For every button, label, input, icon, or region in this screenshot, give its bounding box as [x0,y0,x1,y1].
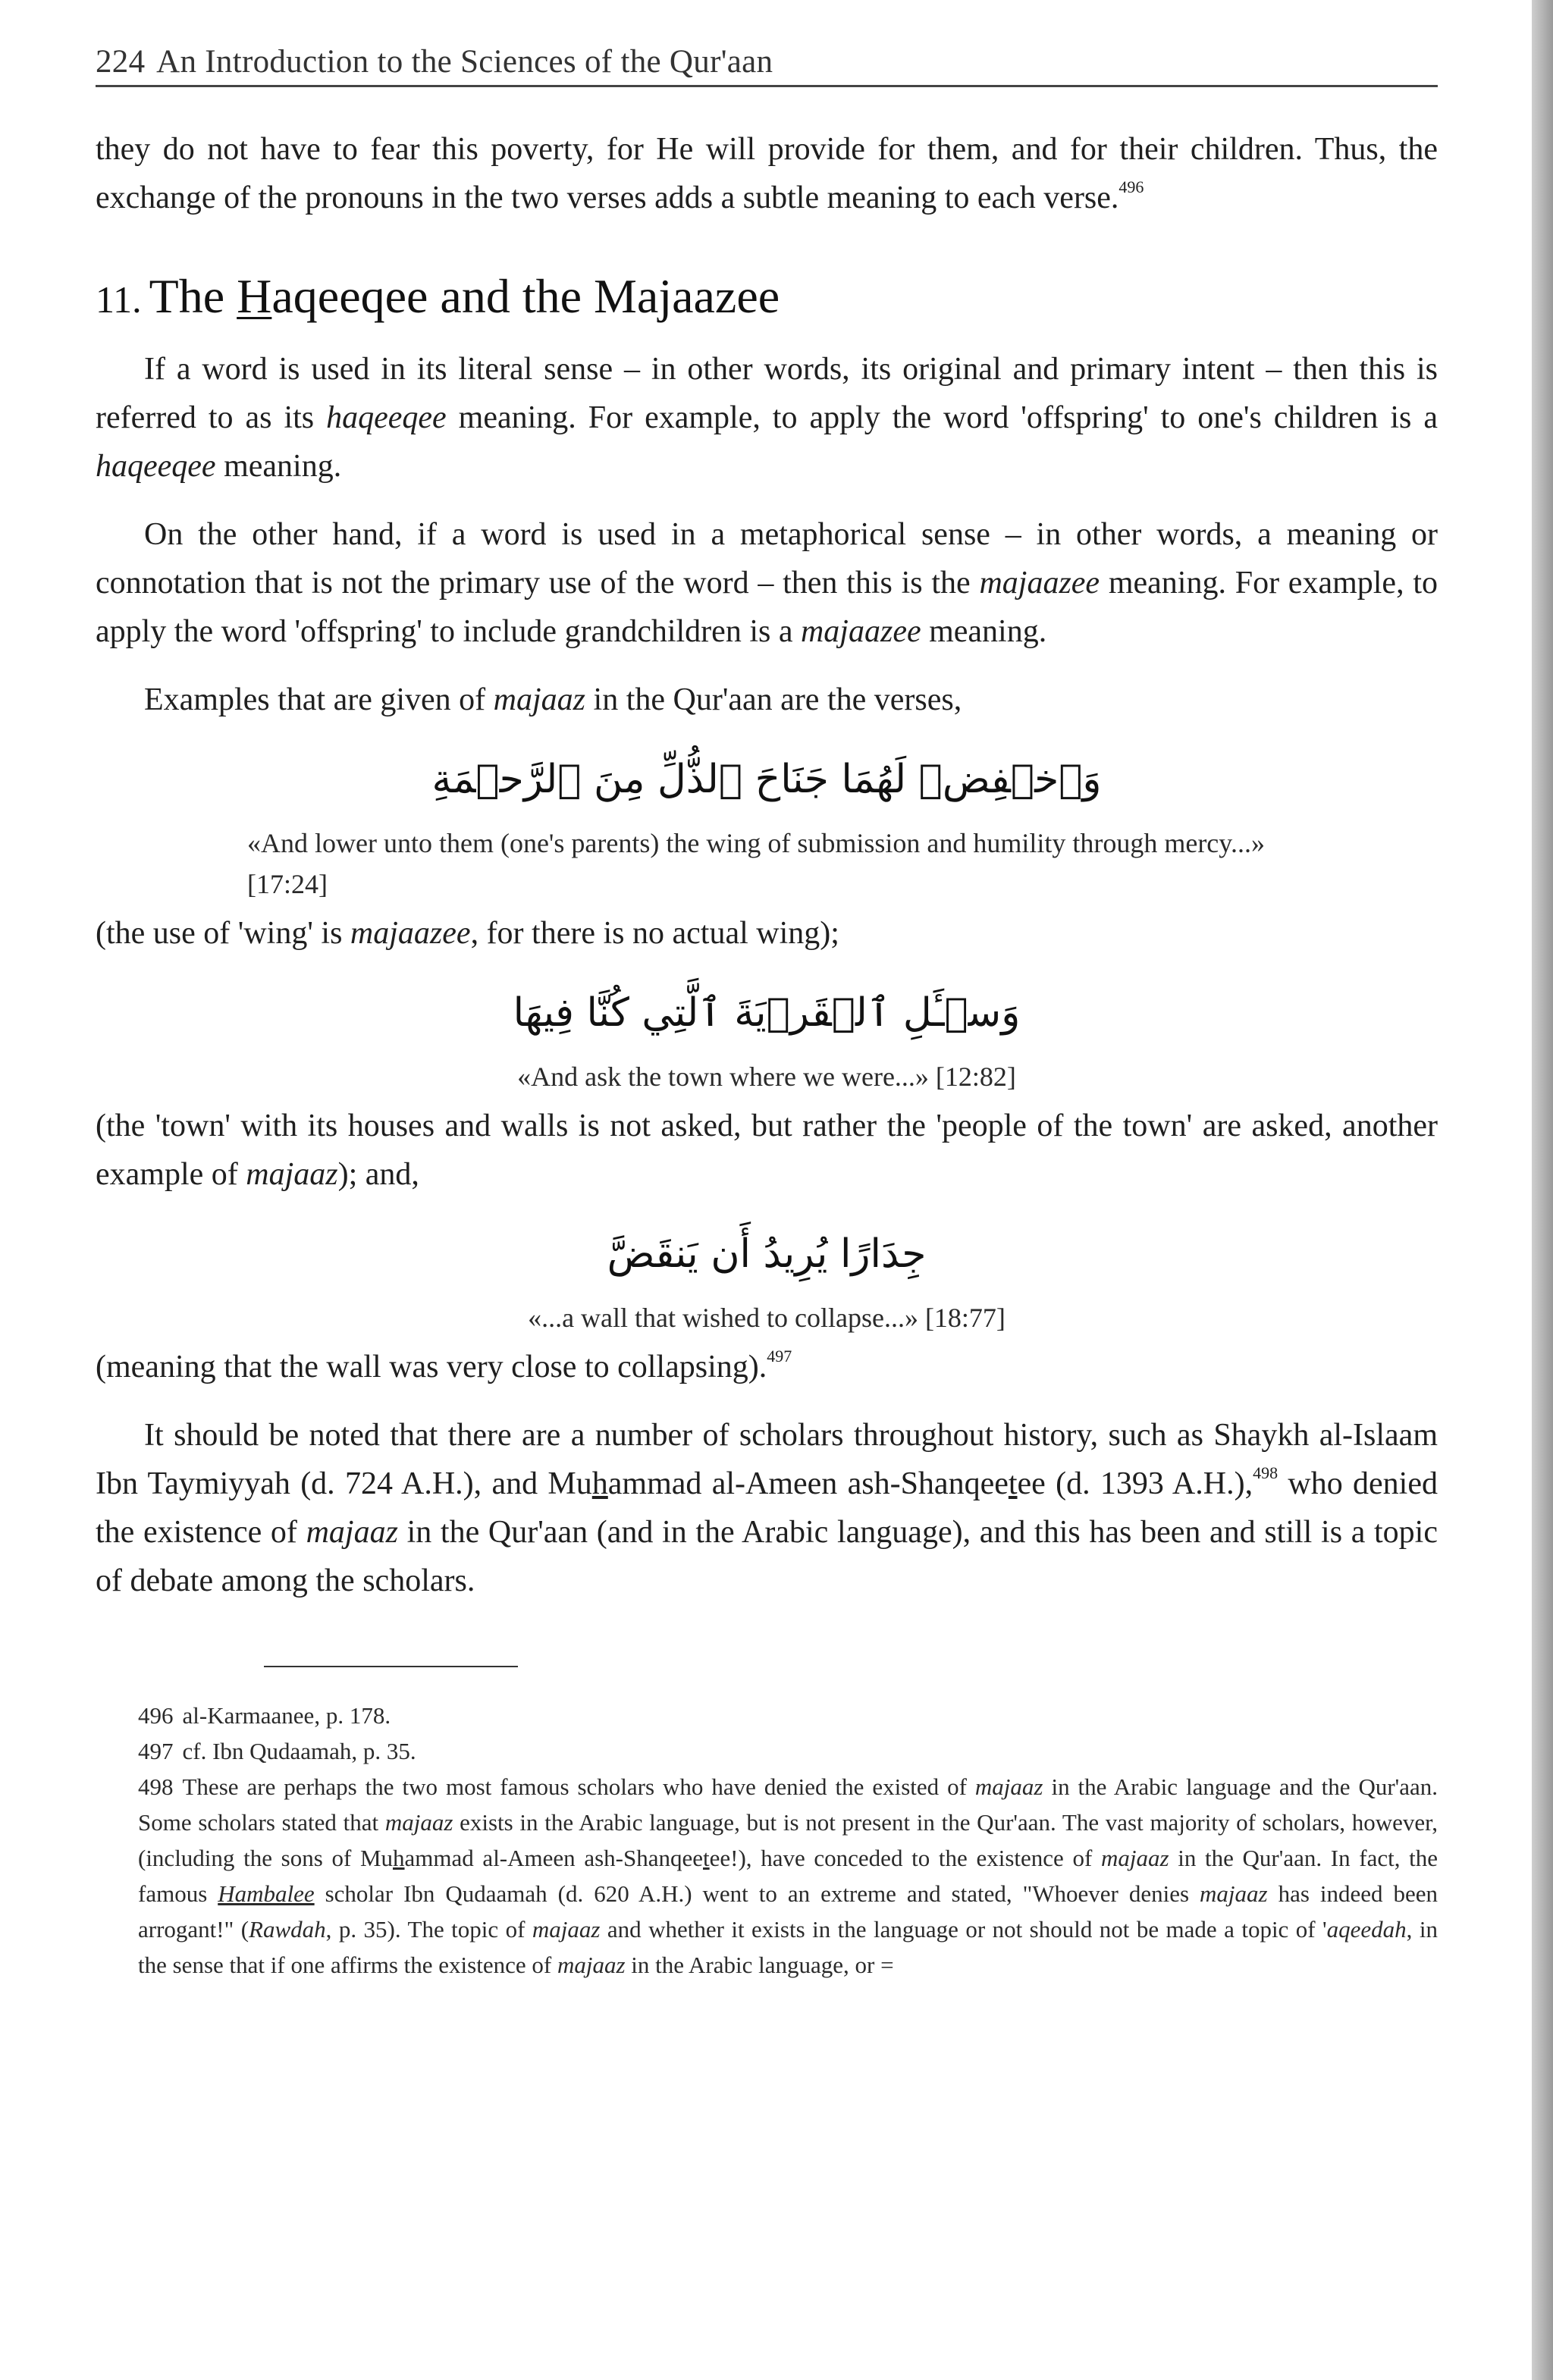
footnote-number: 496 [138,1702,174,1729]
section-number: 11. [96,278,142,321]
text: meaning. [921,614,1047,649]
text: exists in the Arabic language, but is not present in the Qur'aan. The vast majority of scholars, however, (including the sons of Mu [138,1809,1438,1871]
text: It should be noted that there are a number of scholars throughout history, such as Shaykh al-Islaam Ibn Taymiyyah (d. 724 A.H.), and Mu [96,1418,1438,1501]
term-italic: haqeeqee [326,400,447,435]
term-italic: majaaz [493,682,586,717]
underlined-letter: t [703,1845,710,1871]
text: ammad al-Ameen ash-Shanqee [607,1466,1009,1501]
term-italic: haqeeqee [96,449,216,484]
text: in the Qur'aan (and in the Arabic language), and this has been and still is a topic of debate among the scholars. [96,1515,1438,1598]
paragraph-examples [96,676,1438,724]
page-edge-shadow [1532,0,1553,2380]
arabic-verse-17-24: وَٱخۡفِضۡ لَهُمَا جَنَاحَ ٱلذُّلِّ مِنَ ٱلرَّحۡمَةِ [431,757,1102,802]
term-italic: majaaz [1200,1880,1268,1907]
footnote-text: cf. Ibn Qudaamah, p. 35. [182,1738,416,1764]
paragraph-haqeeqee [96,345,1438,491]
verse-commentary [96,1102,1438,1199]
term-italic: majaaz [384,1809,453,1836]
paragraph-scholars [96,1411,1438,1605]
term-italic: aqeedah [1326,1916,1407,1943]
text: On the other hand, if a word is used in a metaphorical sense – in other words, a meaning or connotation that is not the primary use of the word – then this is the [96,517,1438,600]
paragraph-continuation [96,125,1438,222]
term-italic: majaaz [532,1916,601,1943]
paragraph-majaazee [96,510,1438,656]
term-italic: majaazee [350,916,471,951]
text: scholar Ibn Qudaamah (d. 620 A.H.) went to an extreme and stated, "Whoever denies [314,1880,1200,1907]
running-header [96,39,1438,87]
footnote-497 [96,1733,1438,1769]
text: ee (d. 1393 A.H.), [1017,1466,1253,1501]
underlined-letter: h [591,1466,608,1501]
verse-translation-18-77: «...a wall that wished to collapse...» [18:77] [528,1303,1006,1333]
paragraph-text: they do not have to fear this poverty, for He will provide for them, and for their children. Thus, the exchange of the pronouns in the two verses adds a subtle meaning to each verse. [96,132,1438,215]
term-italic: Rawdah [249,1916,326,1943]
text: has indeed been arrogant!" ( [138,1880,1438,1943]
footnote-number: 498 [138,1773,174,1800]
running-title: An Introduction to the Sciences of the Qur'aan [156,44,773,80]
footnote-ref-496: 496 [1118,177,1144,196]
term-italic: majaazee [979,566,1100,600]
text: (the 'town' with its houses and walls is not asked, but rather the 'people of the town' are asked, another example of [96,1108,1438,1192]
underlined-letter: h [393,1845,405,1871]
footnotes [96,1698,1438,1983]
text: (the use of 'wing' is [96,916,350,951]
term-italic: majaaz [246,1157,338,1192]
arabic-verse-18-77: جِدَارًا يُرِيدُ أَن يَنقَضَّ [607,1231,927,1277]
page-number: 224 [96,44,146,80]
verse-translation-12-82: «And ask the town where we were...» [12:82] [517,1061,1016,1092]
footnote-ref-497: 497 [767,1347,792,1366]
text: If a word is used in its literal sense – in other words, its original and primary intent – then this is referred to as its [96,352,1438,435]
footnote-number: 497 [138,1738,174,1764]
footnote-separator [264,1666,518,1667]
text: , for there is no actual wing); [470,916,839,951]
text: in the Arabic language and the Qur'aan. Some scholars stated that [138,1773,1438,1836]
verse-commentary [96,909,1438,958]
section-title-underlined-letter: H [237,269,272,323]
text: , in the sense that if one affirms the existence of [138,1916,1438,1978]
text: in the Qur'aan are the verses, [585,682,962,717]
text: meaning. For example, to apply the word 'offspring' to one's children is a [446,400,1438,435]
footnote-ref-498: 498 [1253,1463,1278,1482]
text: meaning. For example, to apply the word 'offspring' to include grandchildren is a [96,566,1438,649]
section-title-part: The [149,269,237,323]
term-italic: majaazee [800,614,921,649]
footnote-496 [96,1698,1438,1733]
text: These are perhaps the two most famous scholars who have denied the existed of [182,1773,975,1800]
text: in the Arabic language, or = [625,1952,894,1978]
term-italic: majaaz [1100,1845,1169,1871]
term-italic: Hambalee [218,1880,315,1907]
text: in the Qur'aan. In fact, the famous [138,1845,1438,1907]
footnote-498 [96,1769,1438,1983]
text: ); and, [337,1157,419,1192]
text: , p. 35). The topic of [325,1916,532,1943]
section-title-part: aqeeqee and the Majaazee [271,269,780,323]
text: (meaning that the wall was very close to collapsing). [96,1350,767,1384]
section-heading [96,269,1438,327]
text: and whether it exists in the language or not should not be made a topic of ' [600,1916,1327,1943]
text: meaning. [215,449,342,484]
footnote-text: al-Karmaanee, p. 178. [182,1702,391,1729]
text: who denied the existence of [96,1466,1438,1550]
text: Examples that are given of [144,682,494,717]
text: ee!), have conceded to the existence of [709,1845,1101,1871]
verse-commentary [96,1343,1438,1391]
term-italic: majaaz [557,1952,626,1978]
arabic-verse-12-82: وَسۡـَٔلِ ٱلۡقَرۡيَةَ ٱلَّتِي كُنَّا فِيهَا [513,990,1021,1036]
book-page [96,39,1438,1983]
term-italic: majaaz [974,1773,1043,1800]
term-italic: majaaz [306,1515,398,1550]
text: ammad al-Ameen ash-Shanqee [404,1845,703,1871]
verse-translation-17-24: «And lower unto them (one's parents) the wing of submission and humility through mercy...» [17:24] [247,828,1265,899]
underlined-letter: t [1008,1466,1018,1501]
